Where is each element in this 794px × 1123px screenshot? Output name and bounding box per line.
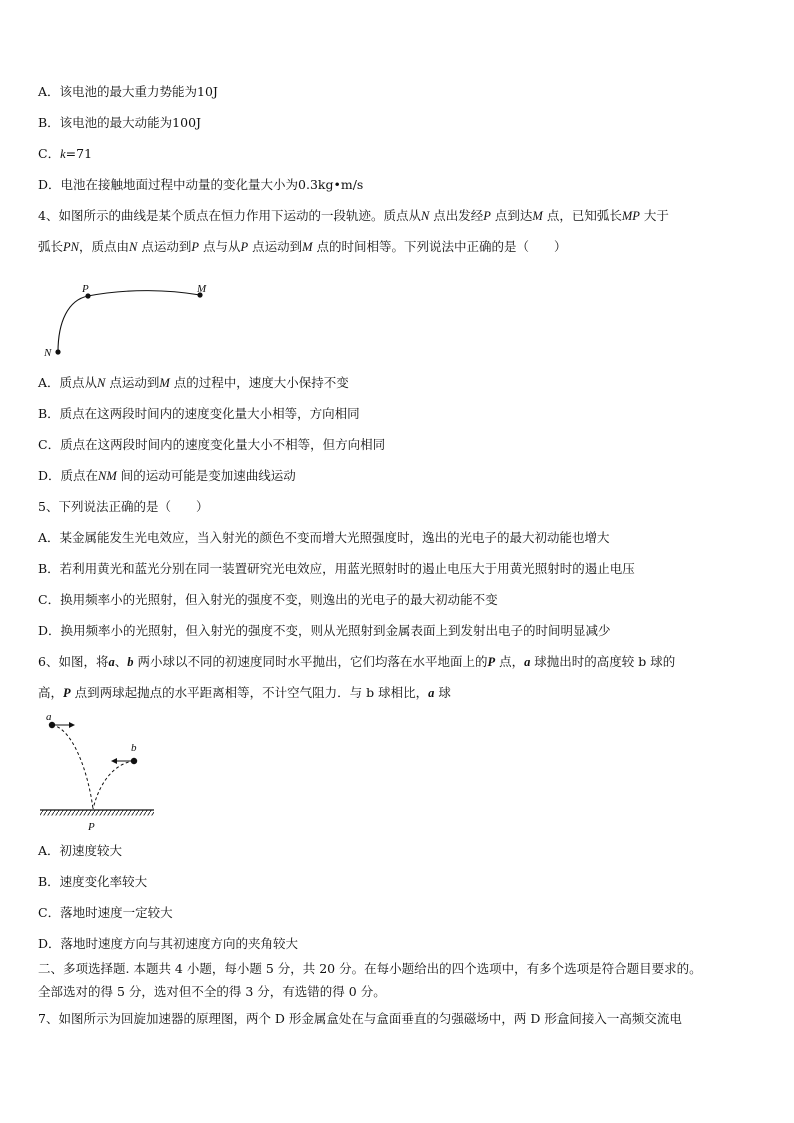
q4-option-d bbox=[38, 468, 296, 484]
q3-option-c-var: k bbox=[60, 147, 66, 161]
q6-stem-text: 点到两球起抛点的水平距离相等，不计空气阻力．与 b 球相比， bbox=[70, 685, 429, 700]
q5-option-b: B．若利用黄光和蓝光分别在同一装置研究光电效应，用蓝光照射时的遏止电压大于用黄光照射时的遏止电压 bbox=[38, 561, 635, 576]
q4-stem-text: 点的时间相等。下列说法中正确的是（ ） bbox=[312, 239, 567, 254]
q4-var: PN bbox=[63, 240, 79, 254]
ground-hatch bbox=[40, 811, 154, 816]
q4-var: M bbox=[302, 240, 313, 254]
q4-stem-text: 点，已知弧长 bbox=[542, 208, 622, 223]
q4-var: P bbox=[240, 240, 249, 254]
label-m: M bbox=[197, 283, 207, 295]
q4-stem-text: ，质点由 bbox=[79, 239, 130, 254]
ball-b-trajectory bbox=[93, 761, 134, 809]
q4-option-c: C．质点在这两段时间内的速度变化量大小不相等，但方向相同 bbox=[38, 437, 386, 452]
q4-stem-text: 大于 bbox=[639, 208, 669, 223]
q4-option-a bbox=[38, 375, 349, 391]
q3-option-c-prefix: C． bbox=[38, 146, 61, 161]
q4-var: N bbox=[129, 240, 138, 254]
q3-option-a: A．该电池的最大重力势能为10J bbox=[38, 84, 218, 99]
q4-var: N bbox=[420, 209, 430, 223]
q5-option-d: D．换用频率小的光照射，但入射光的强度不变，则从光照射到金属表面上到发射出电子的时间明显减少 bbox=[38, 623, 611, 638]
q4-stem-text: 弧长 bbox=[38, 239, 64, 254]
q4-option-b: B．质点在这两段时间内的速度变化量大小相等，方向相同 bbox=[38, 406, 360, 421]
q6-stem-text: 点， bbox=[495, 654, 525, 669]
q6-stem-text: 球抛出时的高度较 b 球的 bbox=[530, 654, 676, 669]
q4-var: M bbox=[532, 209, 543, 223]
q4-option-text: D．质点在 bbox=[38, 468, 99, 483]
label-p: P bbox=[88, 821, 95, 833]
q3-option-c bbox=[38, 146, 92, 162]
trajectory-curve bbox=[58, 291, 200, 352]
label-n: N bbox=[44, 347, 52, 359]
q4-stem-text: 点运动到 bbox=[137, 239, 192, 254]
q4-option-text: A．质点从 bbox=[38, 375, 98, 390]
q6-var: a bbox=[524, 655, 531, 669]
q6-var: a bbox=[108, 655, 115, 669]
q6-option-c: C．落地时速度一定较大 bbox=[38, 905, 173, 920]
q5-option-c: C．换用频率小的光照射，但入射光的强度不变，则逸出的光电子的最大初动能不变 bbox=[38, 592, 498, 607]
q6-stem-text: 两小球以不同的初速度同时水平抛出，它们均落在水平地面上的 bbox=[133, 654, 488, 669]
q4-var: N bbox=[97, 376, 106, 390]
q4-stem-text: 点出发经 bbox=[429, 208, 484, 223]
section2-heading-line2: 全部选对的得 5 分，选对但不全的得 3 分，有选错的得 0 分。 bbox=[38, 984, 386, 999]
q6-var: P bbox=[63, 686, 71, 700]
q7-stem-line1: 7、如图所示为回旋加速器的原理图，两个 D 形金属盒处在与盒面垂直的匀强磁场中，两 D 形盒间接入一高频交流电 bbox=[38, 1011, 682, 1026]
q6-stem-line1 bbox=[38, 654, 675, 670]
q4-var: P bbox=[191, 240, 199, 254]
q4-stem-text: 点与从 bbox=[198, 239, 241, 254]
q6-option-b: B．速度变化率较大 bbox=[38, 874, 148, 889]
q6-option-d: D．落地时速度方向与其初速度方向的夹角较大 bbox=[38, 936, 299, 951]
q6-var: P bbox=[487, 655, 496, 669]
q6-stem-text: 球 bbox=[434, 685, 451, 700]
ball-a-trajectory bbox=[52, 725, 93, 809]
q3-option-b: B．该电池的最大动能为100J bbox=[38, 115, 202, 130]
point-n-dot bbox=[55, 349, 60, 354]
q6-var: a bbox=[428, 686, 435, 700]
label-p: P bbox=[82, 283, 89, 295]
q5-option-a: A．某金属能发生光电效应，当入射光的颜色不变而增大光照强度时，逸出的光电子的最大初动能也增大 bbox=[38, 530, 610, 545]
q4-var: MP bbox=[621, 209, 640, 223]
label-a: a bbox=[46, 711, 52, 723]
q6-stem-text: 高， bbox=[38, 685, 64, 700]
q6-projectile-figure bbox=[38, 710, 158, 836]
q4-stem-text: 点运动到 bbox=[248, 239, 303, 254]
q4-stem-line1 bbox=[38, 208, 669, 224]
q5-stem: 5、下列说法正确的是（ ） bbox=[38, 499, 209, 514]
q3-option-c-suffix: =71 bbox=[65, 146, 93, 161]
q6-stem-line2 bbox=[38, 685, 451, 701]
q4-option-text: 点运动到 bbox=[105, 375, 160, 390]
q4-var: M bbox=[159, 376, 170, 390]
q4-stem-line2 bbox=[38, 239, 567, 255]
q6-stem-text: 、 bbox=[114, 654, 128, 669]
q4-trajectory-figure bbox=[40, 282, 220, 362]
q6-stem-text: 6、如图，将 bbox=[38, 654, 109, 669]
q4-option-text: 点的过程中，速度大小保持不变 bbox=[169, 375, 349, 390]
q4-var: NM bbox=[98, 469, 117, 483]
q4-option-text: 间的运动可能是变加速曲线运动 bbox=[116, 468, 296, 483]
q4-var: P bbox=[483, 209, 491, 223]
label-b: b bbox=[131, 742, 137, 754]
q4-stem-text: 点到达 bbox=[490, 208, 533, 223]
q4-stem-text: 4、如图所示的曲线是某个质点在恒力作用下运动的一段轨迹。质点从 bbox=[38, 208, 421, 223]
section2-heading-line1: 二、多项选择题. 本题共 4 小题，每小题 5 分，共 20 分。在每小题给出的四个选项中，有多个选项是符合题目要求的。 bbox=[38, 961, 702, 976]
q3-option-d: D．电池在接触地面过程中动量的变化量大小为0.3kg•m/s bbox=[38, 177, 364, 192]
q6-option-a: A．初速度较大 bbox=[38, 843, 123, 858]
q6-var: b bbox=[127, 655, 134, 669]
